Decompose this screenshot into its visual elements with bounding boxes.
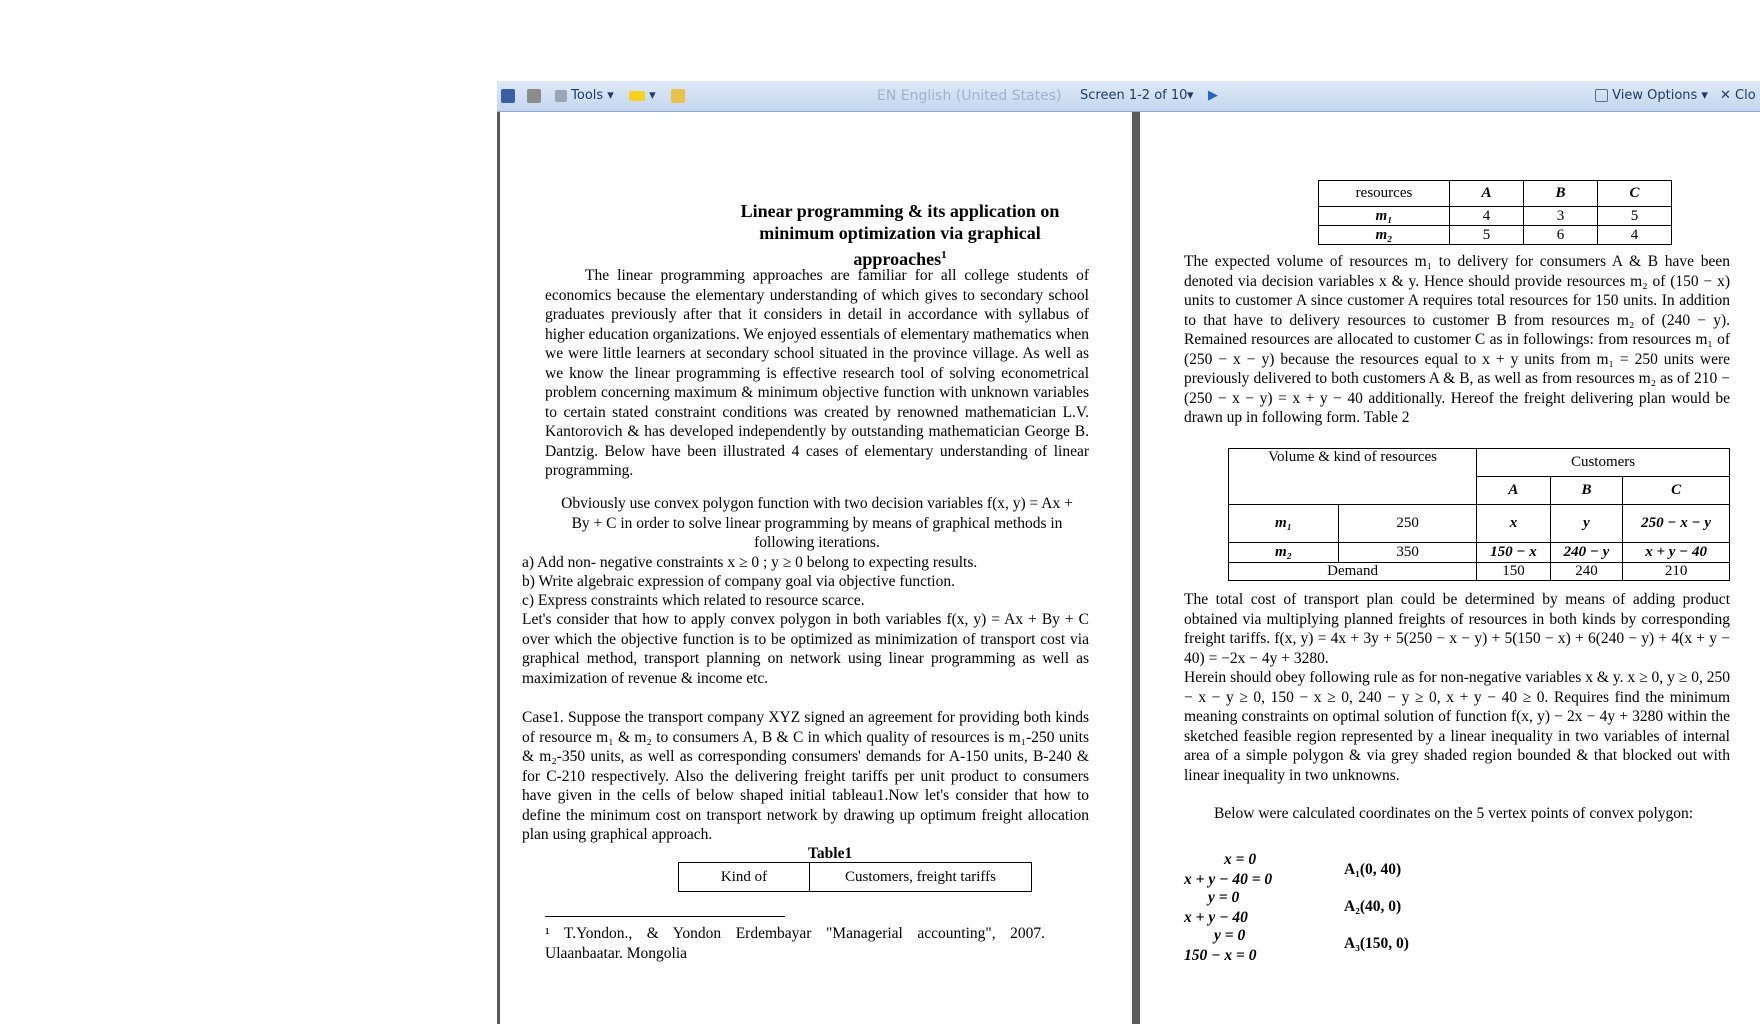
page-1 (500, 112, 1132, 1024)
vertex-a3: A₃(150, 0) (1344, 935, 1409, 952)
case1-paragraph: Case1. Suppose the transport company XYZ signed an agreement for providing both kinds of resource m₁ & m₂ to consumers A, B & C in which quality of resources is m₁-250 units & m₂-350 units, as well as corresponding consumers' demands for A-150 units, B-240 & for C-210 respectively. Also the delivering freight tariffs per unit product to consumers have given in the cells of below shaped initial tableau1.Now let's consider that how to define the minimum cost on transport network by drawing up optimum freight allocation plan using graphical approach. (522, 709, 1089, 843)
table2-demand-cell: 210 (1623, 563, 1730, 581)
folder-icon (671, 89, 685, 103)
save-icon (501, 89, 515, 103)
print-button[interactable] (527, 86, 541, 106)
cost-paragraph: The total cost of transport plan could be determined by means of adding product obtained via multiplying planned freights of resources in both kinds by corresponding freight tariffs. f(x, y) = 4x + 3y + 5(250 − x − y) + 5(150 − x) + 6(240 − y) + 4(x + y − 40) = −2x − 4y + 3280. (1184, 591, 1730, 667)
table1-continued (1318, 180, 1672, 245)
table2-cell: x + y − 40 (1623, 543, 1730, 563)
resources-paragraph: The expected volume of resources m₁ to delivery for consumers A & B have been denoted via decision variables x & y. Hence should provide resources m₂ of (150 − x) units to customer A since customer A requires total resources for 150 units. In addition to that have to delivery resources to customer B from resources m₂ of (240 − y). Remained resources are allocated to customer C as in followings: from resources m₁ of (250 − x − y) because the resources equal to x + y units from m₁ = 250 units were previously delivered to both customers A & B, as well as from resources m₂ as of 210 − (250 − x − y) = x + y − 40 additionally. Hereof the freight delivering plan would be drawn up in following form. Table 2 (1184, 253, 1730, 426)
table2-cell: 240 − y (1550, 543, 1622, 563)
table2-cell: 150 − x (1477, 543, 1551, 563)
table2-cell: 350 (1339, 543, 1477, 563)
step-a: a) Add non- negative constraints x ≥ 0 ; y ≥ 0 belong to expecting results. (522, 554, 978, 571)
view-options-icon (1595, 89, 1608, 102)
folder-button[interactable] (671, 86, 685, 106)
system-2: y = 0 x + y − 40 (1184, 889, 1248, 926)
tools-label: Tools (571, 88, 604, 103)
tools-menu[interactable]: Tools ▾ (555, 86, 614, 106)
footnote: ¹ T.Yondon., & Yondon Erdembayar "Managerial accounting", 2007. Ulaanbaatar. Mongolia (545, 925, 1045, 962)
system-1: x = 0 x + y − 40 = 0 (1184, 851, 1273, 888)
close-icon: ✕ (1720, 88, 1731, 103)
convex-paragraph: Obviously use convex polygon function with two decision variables f(x, y) = Ax + By + C in order to solve linear programming by means of graphical methods in following iterations. (561, 495, 1073, 551)
table2-header-left: Volume & kind of resources (1229, 449, 1477, 505)
table1-cell: 4 (1598, 226, 1672, 245)
table1-header (678, 862, 1032, 892)
application-paragraph: Let's consider that how to apply convex polygon in both variables f(x, y) = Ax + By + C over which the objective function is to be optimized as minimization of transport cost via graphical method, transport planning on network using linear programming as well as maximization of revenue & income etc. (522, 611, 1089, 687)
step-b: b) Write algebraic expression of company goal via objective function. (522, 573, 955, 590)
highlight-icon (629, 91, 645, 101)
print-icon (527, 89, 541, 103)
table2-col-b: B (1550, 477, 1622, 505)
screen-indicator: Screen 1-2 of 10 (1080, 88, 1188, 103)
table2-cell: x (1477, 505, 1551, 543)
table2-cell: 250 − x − y (1623, 505, 1730, 543)
screen-dropdown-icon[interactable]: ▾ (1187, 88, 1194, 103)
table1-header-kind: Kind of (679, 863, 810, 892)
highlight-button[interactable]: ▾ (629, 86, 656, 106)
table2-header-right: Customers (1477, 449, 1730, 477)
table2-row-label: m₂ (1229, 543, 1339, 563)
page-title: Linear programming & its application on minimum optimization via graphical approaches$^1$ (740, 201, 1060, 269)
table2-cell: y (1550, 505, 1622, 543)
vertex-a2: A₂(40, 0) (1344, 898, 1402, 915)
table2-row-label: m₁ (1229, 505, 1339, 543)
table1-col-resources: resources (1319, 181, 1450, 207)
viewer-toolbar (497, 81, 1760, 112)
table1-cell: 3 (1524, 207, 1598, 226)
table1-row-label: m₂ (1319, 226, 1450, 245)
constraints-paragraph: Herein should obey following rule as for non-negative variables x & y. x ≥ 0, y ≥ 0, 250 − x − y ≥ 0, 150 − x ≥ 0, 240 − y ≥ 0, x + y − 40 ≥ 0. Requires find the minimum meaning constraints on optimal solution of function f(x, y) − 2x − 4y + 3280 within the sketched feasible region represented by a linear inequality in two variables of internal area of a simple polygon & via grey shaded region bounded & that blocked out with linear inequality in two unknowns. (1184, 669, 1730, 784)
table2-demand-label: Demand (1229, 563, 1477, 581)
intro-paragraph: The linear programming approaches are familiar for all college students of economics because the elementary understanding of which gives to secondary school graduates previously after that it considers in detail in accordance with syllabus of higher education organizations. We enjoyed essentials of elementary mathematics when we were little learners at secondary school situated in the province village. As well as we know the linear programming is effective research tool of solving econometrical problem concerning maximum & minimum objective function with unknown variables to certain stated constraint conditions was created by renowned mathematician L.V. Kantorovich & has developed independently by outstanding mathematician George B. Dantzig. Below have been illustrated 4 cases of elementary understanding of linear programming. (545, 267, 1089, 479)
step-c: c) Express constraints which related to resource scarce. (522, 592, 865, 609)
table2-col-c: C (1623, 477, 1730, 505)
table1-cell: 4 (1450, 207, 1524, 226)
table2-demand-cell: 150 (1477, 563, 1551, 581)
close-label: Clo (1735, 88, 1756, 103)
language-indicator: EN English (United States) (877, 88, 1062, 104)
tools-icon (555, 90, 567, 102)
table2 (1228, 448, 1730, 581)
vertex-paragraph: Below were calculated coordinates on the 5 vertex points of convex polygon: (1214, 805, 1694, 822)
vertex-a1: A₁(0, 40) (1344, 861, 1402, 878)
page-2 (1140, 112, 1760, 1024)
table2-cell: 250 (1339, 505, 1477, 543)
table1-col-c: C (1598, 181, 1672, 207)
table1-header-customers: Customers, freight tariffs (810, 863, 1032, 892)
table2-demand-cell: 240 (1550, 563, 1622, 581)
table1-caption: Table1 (808, 845, 853, 862)
footnote-divider (545, 916, 785, 917)
save-button[interactable] (501, 86, 515, 106)
view-options-label: View Options (1612, 88, 1698, 103)
close-button[interactable] (1720, 86, 1756, 106)
table1-col-b: B (1524, 181, 1598, 207)
table1-row-label: m₁ (1319, 207, 1450, 226)
table1-cell: 5 (1450, 226, 1524, 245)
table1-cell: 6 (1524, 226, 1598, 245)
table1-col-a: A (1450, 181, 1524, 207)
view-options-button[interactable]: View Options ▾ (1595, 86, 1708, 106)
system-3: y = 0 150 − x = 0 (1184, 927, 1257, 964)
next-screen-icon[interactable]: ▶ (1208, 88, 1218, 103)
table2-col-a: A (1477, 477, 1551, 505)
table1-cell: 5 (1598, 207, 1672, 226)
